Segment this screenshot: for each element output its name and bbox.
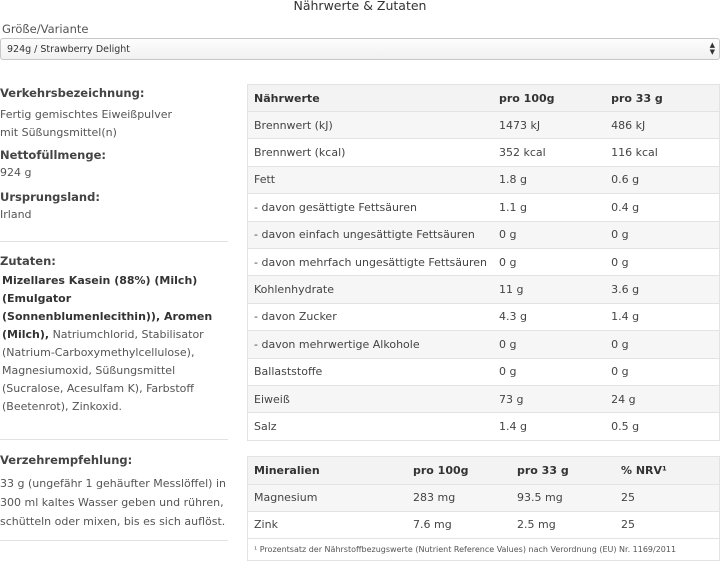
nutrient-100g: 1.8 g xyxy=(493,166,605,193)
nutrient-name: Brennwert (kJ) xyxy=(248,112,494,139)
table-row xyxy=(248,358,720,385)
nutrient-name: - davon mehrfach ungesättigte Fettsäuren xyxy=(248,248,494,275)
ingredients-text xyxy=(2,272,228,416)
mineral-100g: 7.6 mg xyxy=(407,511,511,538)
nutrient-33g: 24 g xyxy=(605,385,719,412)
usage-label: Verzehrempfehlung: xyxy=(0,453,133,467)
table-row xyxy=(248,331,720,358)
mineral-100g: 283 mg xyxy=(407,484,511,511)
table-row xyxy=(248,385,720,412)
nutrient-name: Kohlenhydrate xyxy=(248,276,494,303)
nutrient-33g: 486 kJ xyxy=(605,112,719,139)
nutrition-header-100g: pro 100g xyxy=(493,85,605,112)
minerals-box xyxy=(247,456,720,561)
nrv-footnote: ¹ Prozentsatz der Nährstoffbezugswerte (Nutrient Reference Values) nach Verordnung (EU) Nr. 1169/2011 xyxy=(248,538,719,560)
nutrition-header-33g: pro 33 g xyxy=(605,85,719,112)
nutrient-100g: 1.4 g xyxy=(493,413,605,440)
nutrient-33g: 3.6 g xyxy=(605,276,719,303)
nutrient-100g: 0 g xyxy=(493,248,605,275)
nutrient-name: Fett xyxy=(248,166,494,193)
nutrient-100g: 1473 kJ xyxy=(493,112,605,139)
mineral-33g: 2.5 mg xyxy=(511,511,615,538)
nutrient-name: Brennwert (kcal) xyxy=(248,139,494,166)
table-row xyxy=(248,248,720,275)
nutrient-33g: 0.5 g xyxy=(605,413,719,440)
minerals-table xyxy=(248,457,719,538)
table-row xyxy=(248,221,720,248)
nutrient-100g: 1.1 g xyxy=(493,194,605,221)
nutrient-33g: 0 g xyxy=(605,221,719,248)
nutrient-33g: 1.4 g xyxy=(605,303,719,330)
mineral-33g: 93.5 mg xyxy=(511,484,615,511)
designation-label: Verkehrsbezeichnung: xyxy=(0,86,145,100)
table-row xyxy=(248,511,719,538)
product-info xyxy=(0,86,228,224)
nutrient-name: Salz xyxy=(248,413,494,440)
mineral-name: Zink xyxy=(248,511,407,538)
nutrient-100g: 73 g xyxy=(493,385,605,412)
net-value: 924 g xyxy=(0,166,32,179)
variant-selected-value: 924g / Strawberry Delight xyxy=(7,44,131,55)
designation-line1: Fertig gemischtes Eiweißpulver xyxy=(0,108,173,121)
nutrition-table xyxy=(247,84,720,441)
nutrient-33g: 116 kcal xyxy=(605,139,719,166)
usage-text: 33 g (ungefähr 1 gehäufter Messlöffel) in 300 ml kaltes Wasser geben und rühren, schütteln oder mixen, bis es sich auflöst. xyxy=(0,477,226,528)
nutrient-100g: 4.3 g xyxy=(493,303,605,330)
nutrient-33g: 0.4 g xyxy=(605,194,719,221)
nutrient-33g: 0 g xyxy=(605,331,719,358)
minerals-header-nrv: % NRV¹ xyxy=(615,457,719,484)
mineral-nrv: 25 xyxy=(615,484,719,511)
origin-value: Irland xyxy=(0,208,32,221)
divider xyxy=(0,241,228,242)
variant-label: Größe/Variante xyxy=(2,22,89,36)
divider xyxy=(0,540,228,541)
nutrient-33g: 0.6 g xyxy=(605,166,719,193)
table-row xyxy=(248,112,720,139)
minerals-header-33g: pro 33 g xyxy=(511,457,615,484)
nutrient-name: - davon Zucker xyxy=(248,303,494,330)
designation-line2: mit Süßungsmittel(n) xyxy=(0,126,117,139)
minerals-header-100g: pro 100g xyxy=(407,457,511,484)
net-label: Nettofüllmenge: xyxy=(0,148,106,162)
ingredients-label: Zutaten: xyxy=(0,254,56,268)
mineral-nrv: 25 xyxy=(615,511,719,538)
nutrient-100g: 0 g xyxy=(493,221,605,248)
minerals-header-name: Mineralien xyxy=(248,457,407,484)
nutrient-name: - davon einfach ungesättigte Fettsäuren xyxy=(248,221,494,248)
table-row xyxy=(248,166,720,193)
table-row xyxy=(248,194,720,221)
nutrient-100g: 0 g xyxy=(493,331,605,358)
page-title: Nährwerte & Zutaten xyxy=(293,0,427,13)
mineral-name: Magnesium xyxy=(248,484,407,511)
usage-section xyxy=(0,453,228,531)
ingredients-header xyxy=(0,254,228,268)
nutrient-name: Ballaststoffe xyxy=(248,358,494,385)
nutrient-100g: 0 g xyxy=(493,358,605,385)
nutrient-33g: 0 g xyxy=(605,248,719,275)
variant-select[interactable] xyxy=(0,38,720,60)
ingredients-rest: Natriumchlorid, Stabilisator (Natrium-Carboxymethylcellulose), Magnesiumoxid, Süßungsmittel (Sucralose, Acesulfam K), Farbstoff (Beetenrot), Zinkoxid. xyxy=(2,328,204,413)
nutrition-header-name: Nährwerte xyxy=(248,85,494,112)
table-row xyxy=(248,276,720,303)
table-row xyxy=(248,139,720,166)
divider xyxy=(0,439,228,440)
table-row xyxy=(248,413,720,440)
table-row xyxy=(248,484,719,511)
nutrient-33g: 0 g xyxy=(605,358,719,385)
select-arrows-icon: ▲ ▼ xyxy=(709,41,715,56)
origin-label: Ursprungsland: xyxy=(0,190,100,204)
nutrient-name: - davon gesättigte Fettsäuren xyxy=(248,194,494,221)
nutrient-name: Eiweiß xyxy=(248,385,494,412)
nutrient-100g: 352 kcal xyxy=(493,139,605,166)
nutrient-name: - davon mehrwertige Alkohole xyxy=(248,331,494,358)
nutrient-100g: 11 g xyxy=(493,276,605,303)
ingredients-bold: Mizellares Kasein (88%) (Milch) (Emulgator (Sonnenblumenlecithin)), Aromen (Milch), xyxy=(2,274,213,341)
table-row xyxy=(248,303,720,330)
